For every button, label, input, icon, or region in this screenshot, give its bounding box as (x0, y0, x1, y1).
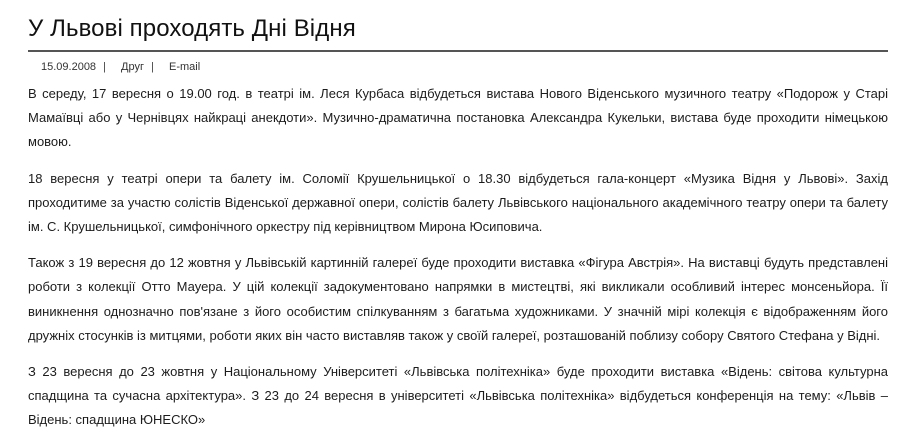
meta-separator: | (103, 61, 106, 73)
title-divider (28, 50, 888, 52)
send-to-friend-link[interactable]: Друг (121, 61, 145, 73)
article-date: 15.09.2008 (41, 61, 97, 73)
article-paragraph: 18 вересня у театрі опери та балету ім. Соломії Крушельницької о 18.30 відбудеться гала-концерт «Музика Відня у Львові». Захід проходитиме за участю солістів Віденської державної опери, солістів балету Львівського національного академічного театру опери та балету ім. С. Крушельницької, симфонічного оркестру під керівництвом Мирона Юсиповича. (28, 170, 888, 235)
article-paragraph: В середу, 17 вересня о 19.00 год. в театрі ім. Леся Курбаса відбудеться вистава Нового Віденського музичного театру «Подорож у Старі Мамаївці або у Чернівцях найкраці анекдоти». Музично-драматична постановка Александра Кукельки, вистава буде проходити німецькою мовою. (28, 86, 888, 150)
article-body (28, 82, 888, 433)
article-paragraph: Також з 19 вересня до 12 жовтня у Львівській картинній галереї буде проходити виставка «Фігура Австрія». На виставці будуть представлені роботи з колекції Отто Мауера. У цій колекції задокументовано напрямки в мистецтві, які викликали особливий інтерес монсеньйора. Її виникнення однозначно пов'язане з його особистим спілкуванням з багатьма художниками. У значній мірі колекція є відображенням його дружніх стосунків із митцями, роботи яких він часто виставляв також у своїй галереї, розташованій поблизу собору Святого Стефана у Відні. (28, 255, 888, 343)
email-link[interactable]: E-mail (169, 61, 201, 73)
article-paragraph: З 23 вересня до 23 жовтня у Національному Університеті «Львівська політехніка» буде проходити виставка «Відень: світова культурна спадщина та сучасна архітектура». З 23 до 24 вересня в університеті «Львівська політехніка» відбудеться конференція на тему: «Львів – Відень: спадщина ЮНЕСКО» (28, 364, 888, 428)
article-title: У Львові проходять Дні Відня (28, 15, 356, 42)
meta-separator: | (151, 61, 154, 73)
article-meta (41, 60, 888, 74)
